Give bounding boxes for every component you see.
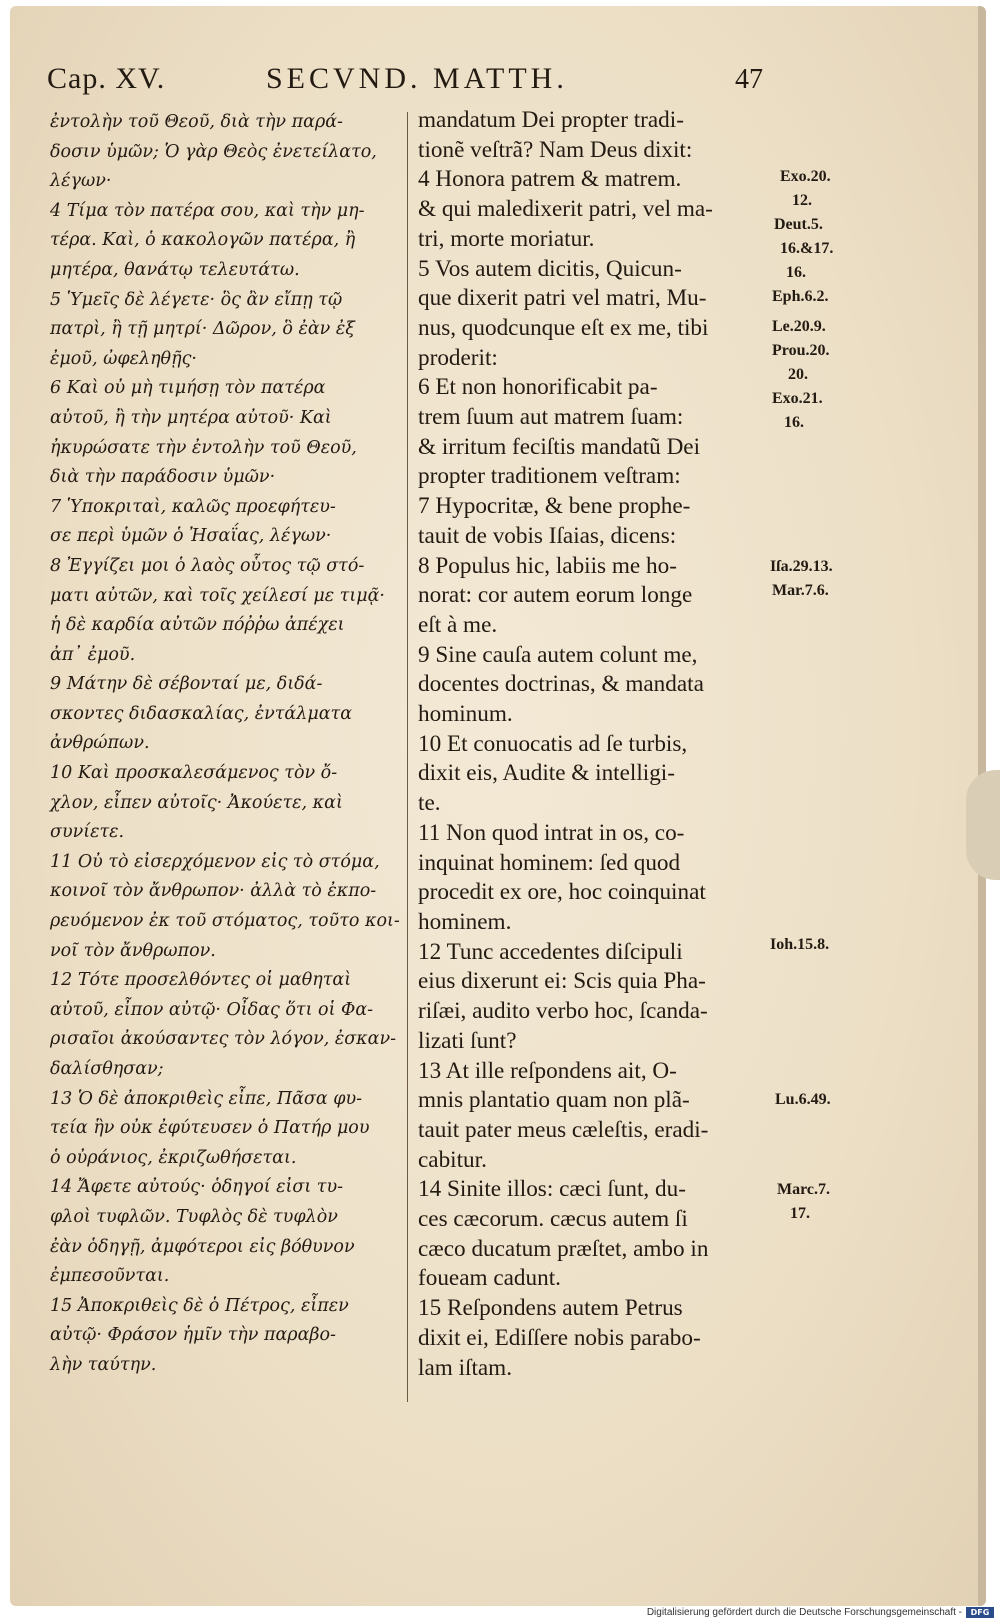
latin-text-line: 14 Sinite illos: cæci ſunt, du- [418, 1176, 686, 1203]
latin-text-line: 13 At ille reſpondens ait, O- [418, 1057, 677, 1084]
margin-reference: 16. [784, 414, 804, 431]
running-head [47, 62, 787, 102]
greek-text-line: ἀπ᾽ ἐμοῦ. [50, 644, 136, 665]
greek-text-line: λὴν ταύτην. [50, 1354, 157, 1375]
latin-text-line: eius dixerunt ei: Scis quia Pha- [418, 968, 706, 995]
latin-text-line: 10 Et conuocatis ad ſe turbis, [418, 730, 688, 757]
greek-text-line: 11 Οὐ τὸ εἰσερχόμενον εἰς τὸ στόμα, [50, 851, 380, 872]
latin-text-line: dixit ei, Ediſſere nobis parabo- [418, 1324, 701, 1351]
latin-text-line: tauit pater meus cæleſtis, eradi- [418, 1116, 709, 1143]
latin-text-line: 12 Tunc accedentes diſcipuli [418, 938, 683, 965]
greek-text-line: φλοὶ τυφλῶν. Τυφλὸς δὲ τυφλὸν [50, 1206, 338, 1227]
latin-text-line: foueam cadunt. [418, 1265, 561, 1292]
margin-reference: Lu.6.49. [775, 1091, 831, 1108]
clasp-shadow [966, 770, 1000, 880]
greek-text-line: 4 Τίμα τὸν πατέρα σου, καὶ τὴν μη- [50, 200, 365, 221]
greek-text-line: ματι αὐτῶν, καὶ τοῖς χείλεσί με τιμᾷ· [50, 585, 385, 606]
latin-text-line: norat: cor autem eorum longe [418, 582, 693, 609]
chapter-heading: Cap. XV. [47, 62, 166, 95]
latin-text-line: cæco ducatum præſtet, ambo in [418, 1235, 709, 1262]
latin-text-line: tri, morte moriatur. [418, 225, 595, 252]
greek-text-line: αὐτῷ· Φράσον ἡμῖν τὴν παραβο- [50, 1325, 336, 1346]
greek-text-line: ἀνθρώπων. [50, 733, 150, 754]
greek-text-line: ρισαῖοι ἀκούσαντες τὸν λόγον, ἐσκαν- [50, 1029, 397, 1050]
margin-reference: Prou.20. [772, 342, 830, 359]
latin-text-line: ces cæcorum. cæcus autem ſi [418, 1206, 688, 1233]
greek-text-line: δοσιν ὑμῶν; Ὁ γὰρ Θεὸς ἐνετείλατο, [50, 141, 377, 162]
greek-text-line: πατρὶ, ἢ τῇ μητρί· Δῶρον, ὃ ἐὰν ἐξ [50, 319, 355, 340]
margin-reference: Iſa.29.13. [770, 558, 833, 575]
greek-text-line: 10 Καὶ προσκαλεσάμενος τὸν ὄ- [50, 763, 338, 784]
greek-text-line: ἐμοῦ, ὠφεληθῇς· [50, 348, 197, 369]
greek-text-line: συνίετε. [50, 822, 125, 843]
latin-text-line: & qui maledixerit patri, vel ma- [418, 196, 713, 223]
page-number: 47 [735, 64, 763, 95]
greek-text-line: ἐμπεσοῦνται. [50, 1266, 170, 1287]
greek-text-line: τεία ἣν οὐκ ἐφύτευσεν ὁ Πατήρ μου [50, 1118, 370, 1139]
margin-reference: Mar.7.6. [772, 582, 829, 599]
column-divider [407, 112, 408, 1402]
margin-reference: Marc.7. [777, 1181, 831, 1198]
latin-text-line: lizati ſunt? [418, 1027, 517, 1054]
greek-text-line: αὐτοῦ, εἶπον αὐτῷ· Οἶδας ὅτι οἱ Φα- [50, 999, 374, 1020]
latin-text-line: lam iſtam. [418, 1354, 513, 1381]
greek-text-line: 6 Καὶ οὐ μὴ τιμήσῃ τὸν πατέρα [50, 378, 326, 399]
book-title-heading: SECVND. MATTH. [266, 62, 568, 95]
greek-text-line: 14 Ἄφετε αὐτούς· ὁδηγοί εἰσι τυ- [50, 1177, 344, 1198]
latin-text-line: hominum. [418, 701, 513, 728]
greek-text-line: ρευόμενον ἐκ τοῦ στόματος, τοῦτο κοι- [50, 911, 400, 932]
greek-text-line: ὁ οὐράνιος, ἐκριζωθήσεται. [50, 1147, 297, 1168]
greek-text-line: ἐντολὴν τοῦ Θεοῦ, διὰ τὴν παρά- [50, 112, 343, 132]
greek-text-line: αὐτοῦ, ἢ τὴν μητέρα αὐτοῦ· Καὶ [50, 407, 332, 428]
greek-text-line: διὰ τὴν παράδοσιν ὑμῶν· [50, 467, 276, 488]
latin-text-line: tionẽ veſtrã? Nam Deus dixit: [418, 136, 693, 163]
greek-text-line: ἠκυρώσατε τὴν ἐντολὴν τοῦ Θεοῦ, [50, 437, 357, 458]
greek-text-line: ἐὰν ὁδηγῇ, ἀμφότεροι εἰς βόθυνον [50, 1236, 355, 1257]
margin-reference: 17. [790, 1205, 810, 1222]
greek-text-line: 12 Τότε προσελθόντες οἱ μαθηταὶ [50, 970, 352, 991]
latin-text-line: tauit de vobis Iſaias, dicens: [418, 522, 677, 549]
latin-text-line: proderit: [418, 344, 498, 371]
greek-text-line: σε περὶ ὑμῶν ὁ Ἠσαΐας, λέγων· [50, 526, 332, 547]
latin-text-line: eſt à me. [418, 611, 498, 638]
margin-reference: 12. [792, 192, 812, 209]
latin-text-line: riſæi, audito verbo hoc, ſcanda- [418, 998, 708, 1025]
latin-text-line: 5 Vos autem dicitis, Quicun- [418, 255, 682, 282]
margin-reference: Ioh.15.8. [770, 936, 830, 953]
latin-text-line: 6 Et non honorificabit pa- [418, 374, 658, 401]
greek-text-line: τέρα. Καὶ, ὁ κακολογῶν πατέρα, ἢ [50, 230, 356, 251]
latin-text-line: 15 Reſpondens autem Petrus [418, 1295, 683, 1322]
latin-text-line: 7 Hypocritæ, & bene prophe- [418, 493, 691, 520]
latin-text-line: hominem. [418, 908, 512, 935]
greek-text-line: μητέρα, θανάτῳ τελευτάτω. [50, 259, 300, 280]
latin-text-line: 11 Non quod intrat in os, co- [418, 819, 685, 846]
margin-reference: 16. [786, 264, 806, 281]
greek-text-line: χλον, εἶπεν αὐτοῖς· Ἀκούετε, καὶ [50, 792, 343, 813]
greek-text-line: 5 Ὑμεῖς δὲ λέγετε· ὃς ἂν εἴπῃ τῷ [50, 289, 343, 310]
greek-text-line: ἡ δὲ καρδία αὐτῶν πόῤῥω ἀπέχει [50, 615, 345, 636]
digitization-credit: Digitalisierung gefördert durch die Deutsche Forschungsgemeinschaft - [646, 1607, 962, 1618]
latin-text-line: cabitur. [418, 1146, 487, 1173]
greek-text-line: 7 Ὑποκριταὶ, καλῶς προεφήτευ- [50, 496, 336, 517]
latin-text-line: & irritum feciſtis mandatũ Dei [418, 433, 701, 460]
greek-text-line: νοῖ τὸν ἄνθρωπον. [50, 940, 216, 961]
latin-text-line: que dixerit patri vel matri, Mu- [418, 285, 707, 312]
latin-text-line: te. [418, 790, 441, 817]
margin-reference: 16.&17. [780, 240, 834, 257]
latin-text-line: propter traditionem veſtram: [418, 463, 681, 490]
latin-text-line: dixit eis, Audite & intelligi- [418, 760, 675, 787]
latin-text-line: trem ſuum aut matrem ſuam: [418, 404, 684, 431]
latin-text-line: 9 Sine cauſa autem colunt me, [418, 641, 698, 668]
latin-text-line: inquinat hominem: ſed quod [418, 849, 681, 876]
margin-reference: Deut.5. [774, 216, 823, 233]
margin-reference: 20. [788, 366, 808, 383]
margin-reference: Le.20.9. [772, 318, 826, 335]
greek-text-line: 13 Ὁ δὲ ἀποκριθεὶς εἶπε, Πᾶσα φυ- [50, 1088, 363, 1109]
greek-text-line: 9 Μάτην δὲ σέβονταί με, διδά- [50, 674, 323, 695]
greek-text-line: λέγων· [50, 171, 112, 192]
latin-text-line: procedit ex ore, hoc coinquinat [418, 879, 706, 906]
greek-text-line: σκοντες διδασκαλίας, ἐντάλματα [50, 703, 353, 724]
greek-text-line: κοινοῖ τὸν ἄνθρωπον· ἀλλὰ τὸ ἐκπο- [50, 881, 377, 902]
latin-text-line: mnis plantatio quam non plã- [418, 1087, 690, 1114]
dfg-logo: DFG [966, 1607, 994, 1618]
margin-reference: Eph.6.2. [772, 288, 829, 305]
latin-text-line: docentes doctrinas, & mandata [418, 671, 704, 698]
latin-text-line: nus, quodcunque eſt ex me, tibi [418, 314, 709, 341]
latin-text-line: 4 Honora patrem & matrem. [418, 166, 682, 193]
latin-text-line: 8 Populus hic, labiis me ho- [418, 552, 677, 579]
greek-text-line: 8 Ἐγγίζει μοι ὁ λαὸς οὗτος τῷ στό- [50, 555, 365, 576]
greek-text-column [50, 108, 400, 1381]
greek-text-line: 15 Ἀποκριθεὶς δὲ ὁ Πέτρος, εἶπεν [50, 1295, 349, 1316]
latin-text-line: mandatum Dei propter tradi- [418, 107, 684, 133]
greek-text-line: δαλίσθησαν; [50, 1059, 164, 1079]
margin-reference: Exo.20. [780, 168, 831, 185]
latin-text-column [418, 106, 778, 1383]
margin-reference: Exo.21. [772, 390, 823, 407]
